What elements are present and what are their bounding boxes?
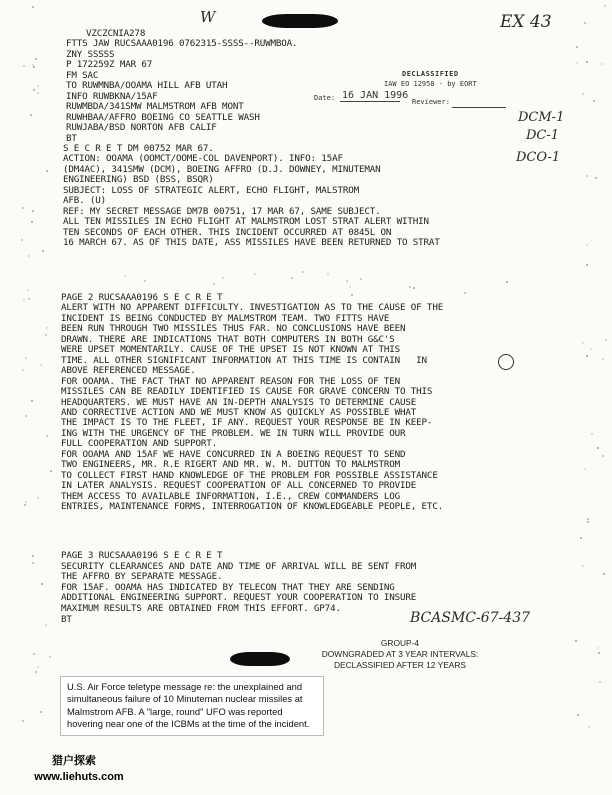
scan-speck xyxy=(595,177,597,179)
scan-speck xyxy=(46,327,48,329)
header-line-3: ZNY SSSSS xyxy=(66,48,115,60)
scan-speck xyxy=(577,714,579,716)
scan-speck xyxy=(576,62,578,64)
scan-speck xyxy=(590,348,592,350)
scan-speck xyxy=(124,275,126,277)
scan-speck xyxy=(302,271,304,273)
header-line-16: SUBJECT: LOSS OF STRATEGIC ALERT, ECHO FLIGHT, MALSTROM xyxy=(63,184,359,196)
stamp-date-underline xyxy=(340,101,400,102)
watermark-chinese: 猎户探索 xyxy=(52,755,96,767)
scan-speck xyxy=(580,537,582,539)
scan-speck xyxy=(27,289,29,291)
header-line-10: RUWJABA/BSD NORTON AFB CALIF xyxy=(66,122,217,134)
scan-speck xyxy=(602,358,604,360)
scan-speck xyxy=(33,89,35,91)
scan-speck xyxy=(586,61,588,63)
page3-line-1: PAGE 3 RUCSAAA0196 S E C R E T xyxy=(61,550,223,561)
scan-speck xyxy=(45,334,47,336)
scan-speck xyxy=(591,433,593,435)
header-line-13: ACTION: OOAMA (OOMCT/OOME-COL DAVENPORT). INFO: 15AF xyxy=(63,153,343,165)
header-line-18: REF: MY SECRET MESSAGE DM7B 00751, 17 MAR 67, SAME SUBJECT. xyxy=(63,205,381,217)
scan-speck xyxy=(591,239,593,241)
scan-speck xyxy=(575,640,577,642)
scan-speck xyxy=(584,22,586,24)
header-line-19: ALL TEN MISSILES IN ECHO FLIGHT AT MALMSTROM LOST STRAT ALERT WITHIN xyxy=(63,216,429,228)
group-line-3: DECLASSIFIED AFTER 12 YEARS xyxy=(333,660,467,670)
scan-speck xyxy=(586,175,588,177)
scan-speck xyxy=(21,239,23,241)
page2-line-18: TO COLLECT FIRST HAND KNOWLEDGE OF THE PROBLEM FOR POSSIBLE ASSISTANCE xyxy=(61,469,438,481)
scan-speck xyxy=(593,100,595,102)
scan-speck xyxy=(586,355,588,357)
scan-speck xyxy=(349,286,351,288)
declassified-stamp xyxy=(306,68,512,114)
header-line-11: BT xyxy=(66,132,77,144)
scan-speck xyxy=(35,671,37,673)
scan-speck xyxy=(33,66,35,68)
scan-speck xyxy=(40,364,42,366)
scan-speck xyxy=(28,255,30,257)
page2-line-13: THE IMPACT IS TO THE FLEET, IF ANY. REQUEST YOUR RESPONSE BE IN KEEP- xyxy=(61,417,433,429)
header-line-2: FTTS JAW RUCSAAA0196 0762315-SSSS--RUWMBOA. xyxy=(66,38,298,50)
scan-speck xyxy=(35,58,37,60)
scan-speck xyxy=(603,573,605,575)
stamp-reviewer-label: Reviewer: xyxy=(412,98,450,106)
scan-speck xyxy=(327,273,329,275)
scan-speck xyxy=(25,357,27,359)
scan-speck xyxy=(22,369,24,371)
page3-line-5: ADDITIONAL ENGINEERING SUPPORT. REQUEST YOUR COOPERATION TO INSURE xyxy=(61,592,417,604)
scan-speck xyxy=(222,277,224,279)
header-line-5: FM SAC xyxy=(66,69,99,81)
page2-line-8: ABOVE REFERENCED MESSAGE. xyxy=(61,365,196,377)
scan-speck xyxy=(360,278,362,280)
watermark-url: www.liehuts.com xyxy=(34,771,124,783)
scan-speck xyxy=(597,647,599,649)
scan-speck xyxy=(346,280,348,282)
header-line-14: (DM4AC), 341SMW (DCM), BOEING AFFRO (D.J. DOWNEY, MINUTEMAN xyxy=(63,163,381,175)
scan-speck xyxy=(32,210,34,212)
scan-speck xyxy=(582,565,584,567)
scan-speck xyxy=(32,562,34,564)
header-line-15: ENGINEERING) BSD (BSS, BSQR) xyxy=(63,174,214,186)
stamp-authority: IAW EO 12958 - by EORT xyxy=(384,80,477,88)
scan-speck xyxy=(50,470,52,472)
scan-speck xyxy=(22,207,24,209)
scan-speck xyxy=(30,114,32,116)
page2-line-15: FULL COOPERATION AND SUPPORT. xyxy=(61,438,218,450)
scan-speck xyxy=(576,46,578,48)
page2-line-17: TWO ENGINEERS, MR. R.E RIGERT AND MR. W. M. DUTTON TO MALMSTROM xyxy=(61,459,401,471)
group-line-1: GROUP-4 xyxy=(380,638,420,648)
page2-line-4: BEEN RUN THROUGH TWO MISSILES THUS FAR. NO CONCLUSIONS HAVE BEEN xyxy=(61,323,406,335)
scan-speck xyxy=(144,280,146,282)
handwritten-margin-note-1: DCM-1 xyxy=(518,110,565,125)
header-line-17: AFB. (U) xyxy=(63,195,107,207)
page3-line-4: FOR 15AF. OOAMA HAS INDICATED BY TELECON THAT THEY ARE SENDING xyxy=(61,581,395,593)
header-line-4: P 172259Z MAR 67 xyxy=(66,59,153,71)
scan-speck xyxy=(33,653,35,655)
scan-speck xyxy=(31,400,33,402)
page2-line-5: DRAWN. THERE ARE INDICATIONS THAT BOTH COMPUTERS IN BOTH G&C'S xyxy=(61,333,395,345)
scan-speck xyxy=(582,93,584,95)
scan-speck xyxy=(409,286,411,288)
scan-speck xyxy=(23,65,25,67)
page3-line-7: BT xyxy=(61,613,72,625)
handwritten-exhibit-number: EX 43 xyxy=(500,12,552,32)
stamp-date-value: 16 JAN 1996 xyxy=(342,90,409,101)
scan-speck xyxy=(213,283,215,285)
header-line-12: S E C R E T DM 00752 MAR 67. xyxy=(63,142,214,154)
scan-speck xyxy=(23,299,25,301)
page2-line-16: FOR OOAMA AND 15AF WE HAVE CONCURRED IN A BOEING REQUEST TO SEND xyxy=(61,448,406,460)
scan-speck xyxy=(582,342,584,344)
scan-speck xyxy=(49,656,51,658)
scan-speck xyxy=(413,287,415,289)
page3-line-3: THE AFFRO BY SEPARATE MESSAGE. xyxy=(61,571,223,583)
scan-speck xyxy=(28,298,30,300)
scan-speck xyxy=(597,447,599,449)
page2-line-2: ALERT WITH NO APPARENT DIFFICULTY. INVESTIGATION AS TO THE CAUSE OF THE xyxy=(61,302,444,314)
scan-speck xyxy=(586,244,588,246)
scan-speck xyxy=(602,455,604,457)
scan-speck xyxy=(464,292,466,294)
page2-line-3: INCIDENT IS BEING CONDUCTED BY MALMSTROM TEAM. TWO FITTS HAVE xyxy=(61,312,390,324)
scan-speck xyxy=(588,726,590,728)
scan-speck xyxy=(32,555,34,557)
scan-speck xyxy=(601,63,603,65)
group-line-2: DOWNGRADED AT 3 YEAR INTERVALS: xyxy=(321,649,479,659)
page2-line-10: MISSILES CAN BE READILY IDENTIFIED IS CAUSE FOR GRAVE CONCERN TO THIS xyxy=(61,386,433,398)
header-line-8: RUWMBDA/341SMW MALMSTROM AFB MONT xyxy=(66,101,244,113)
handwritten-top-mark: W xyxy=(200,8,216,26)
page3-line-6: MAXIMUM RESULTS ARE OBTAINED FROM THIS EFFORT. GP74. xyxy=(61,603,341,614)
header-line-1: VZCZCNIA278 xyxy=(86,28,146,39)
scan-speck xyxy=(37,666,39,668)
image-caption: U.S. Air Force teletype message re: the unexplained and simultaneous failure of 10 Minuteman nuclear missiles at Malmstrom AFB. A "large, round" UFO was reported hovering near one of the ICBMs at the time of the incident. xyxy=(60,676,324,736)
scan-speck xyxy=(586,264,588,266)
scan-speck xyxy=(605,339,607,341)
handwritten-margin-note-2: DC-1 xyxy=(526,128,560,143)
scan-speck xyxy=(599,681,601,683)
scan-speck xyxy=(584,468,586,470)
page2-line-12: AND CORRECTIVE ACTION AND WE MUST KNOW AS QUICKLY AS POSSIBLE WHAT xyxy=(61,406,417,418)
page2-line-14: ING WITH THE URGENCY OF THE PROBLEM. WE IN TURN WILL PROVIDE OUR xyxy=(61,427,406,439)
redaction-top xyxy=(262,14,338,28)
scan-speck xyxy=(42,250,44,252)
page2-line-6: WERE UPSET MOMENTARILY. CAUSE OF THE UPSET IS NOT KNOWN AT THIS xyxy=(61,344,401,356)
scan-speck xyxy=(37,497,39,499)
scan-speck xyxy=(31,221,33,223)
scan-speck xyxy=(46,170,48,172)
scan-speck xyxy=(291,277,293,279)
scan-speck xyxy=(40,711,42,713)
page2-line-20: THEM ACCESS TO AVAILABLE INFORMATION, I.E., CREW COMMANDERS LOG xyxy=(61,490,401,502)
page2-line-1: PAGE 2 RUCSAAA0196 S E C R E T xyxy=(61,292,223,303)
stamp-date-label: Date: xyxy=(314,94,336,102)
page2-line-19: IN LATER ANALYSIS. REQUEST COOPERATION OF ALL CONCERNED TO PROVIDE xyxy=(61,480,417,492)
scan-speck xyxy=(598,652,600,654)
header-line-9: RUWHBAA/AFFRO BOEING CO SEATTLE WASH xyxy=(66,111,260,123)
scan-speck xyxy=(25,415,27,417)
scan-speck xyxy=(32,6,34,8)
page2-line-9: FOR OOAMA. THE FACT THAT NO APPARENT REASON FOR THE LOSS OF TEN xyxy=(61,375,401,387)
redaction-bottom xyxy=(230,652,290,666)
header-line-7: INFO RUWBKNA/15AF xyxy=(66,90,158,102)
scan-speck xyxy=(351,294,353,296)
scan-speck xyxy=(46,435,48,437)
scan-speck xyxy=(37,92,39,94)
scan-speck xyxy=(22,720,24,722)
handwritten-reference-number: BCASMC-67-437 xyxy=(410,610,531,626)
handwritten-circle-mark xyxy=(498,354,514,370)
page3-line-2: SECURITY CLEARANCES AND DATE AND TIME OF ARRIVAL WILL BE SENT FROM xyxy=(61,560,417,572)
scan-speck xyxy=(25,501,27,503)
stamp-title: DECLASSIFIED xyxy=(402,70,459,78)
scan-speck xyxy=(604,5,606,7)
page2-line-11: HEADQUARTERS. WE MUST HAVE AN IN-DEPTH ANALYSIS TO DETERMINE CAUSE xyxy=(61,396,417,408)
scan-speck xyxy=(506,281,508,283)
page2-line-7: TIME. ALL OTHER SIGNIFICANT INFORMATION AT THIS TIME IS CONTAIN IN xyxy=(61,354,427,366)
scan-speck xyxy=(24,504,26,506)
scan-speck xyxy=(37,85,39,87)
scan-speck xyxy=(587,518,589,520)
header-line-6: TO RUWMNBA/OOAMA HILL AFB UTAH xyxy=(66,80,228,92)
page2-line-21: ENTRIES, MAINTENANCE FORMS, INTERROGATION OF KNOWLEDGEABLE PEOPLE, ETC. xyxy=(61,501,444,512)
group-4-downgrade-block xyxy=(300,638,500,671)
scan-speck xyxy=(45,624,47,626)
stamp-reviewer-underline xyxy=(452,107,506,108)
scan-speck xyxy=(587,521,589,523)
handwritten-margin-note-3: DCO-1 xyxy=(516,150,561,165)
scan-speck xyxy=(254,273,256,275)
header-line-20: TEN SECONDS OF EACH OTHER. THIS INCIDENT OCCURRED AT 0845L ON xyxy=(63,226,392,238)
scan-speck xyxy=(32,64,34,66)
scan-speck xyxy=(41,583,43,585)
header-line-21: 16 MARCH 67. AS OF THIS DATE, ASS MISSILES HAVE BEEN RETURNED TO STRAT xyxy=(63,237,440,248)
